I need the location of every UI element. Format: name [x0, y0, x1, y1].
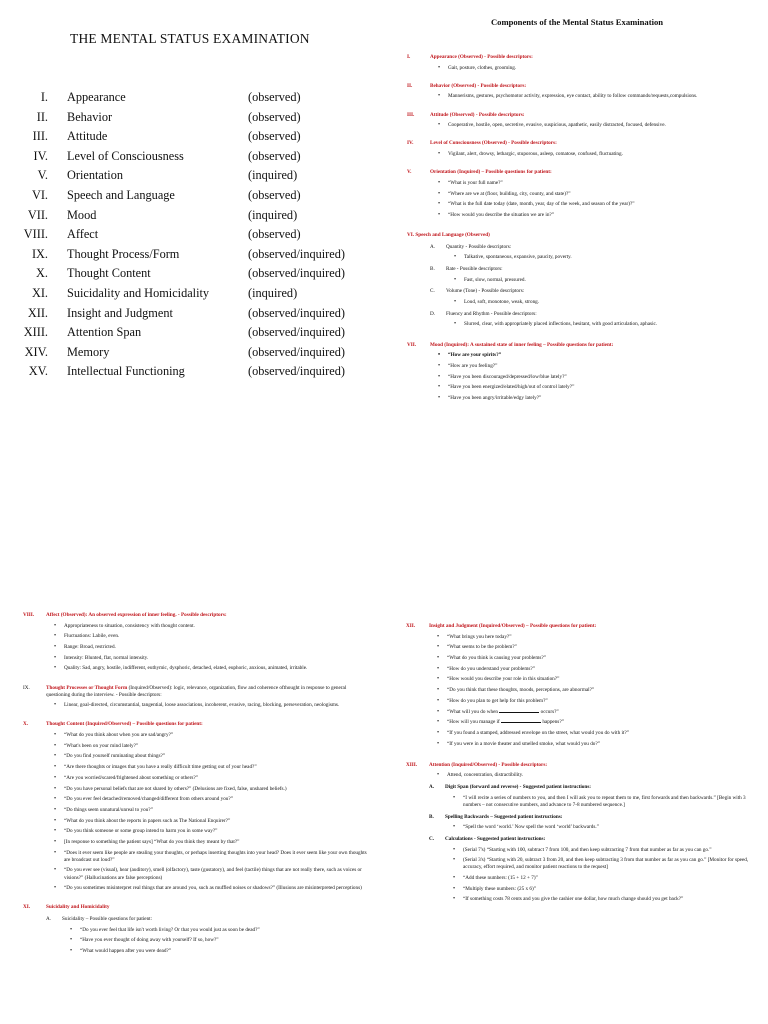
item-label: Appearance [67, 90, 126, 104]
subsection-label: C. Calculations - Suggested patient instructions: [429, 835, 546, 842]
list-item: • “What seems to be the problem?” [437, 644, 751, 651]
section-heading: IV. Level of Consciousness (Observed) - Possible descriptors: [407, 140, 557, 147]
list-item: • “What do you think about when you are sad/angry?” [54, 732, 368, 739]
section-heading: XI. Suicidality and Homicidality [23, 904, 110, 911]
list-item: • “Are there thoughts or images that you have a really difficult time getting out of your head?” [54, 764, 368, 771]
list-item [14, 286, 384, 306]
list-item: • “How are your spirits?” [438, 352, 752, 359]
list-item [14, 247, 384, 267]
page-sections-12-13 [406, 623, 751, 904]
item-type: (observed) [248, 90, 301, 104]
item-number: XIV. [24, 344, 48, 359]
list-item: • [In response to something the patient says] “What do you think they meant by that?” [54, 839, 368, 846]
list-item: • “Do you ever feel that life isn't worth living? Or that you would just as soon be dead?” [70, 927, 368, 934]
list-item: • (Serial 3's) “Starting with 20, subtract 3 from 20, and then keep subtracting 3 from that number as far as you can go.” [Monitor for speed, accuracy, effort required, and monitor patient reactions to the request] [453, 857, 751, 871]
section-heading: II. Behavior (Observed) - Possible descriptors: [407, 82, 527, 89]
list-item [14, 188, 384, 208]
list-item: • “How do you plan to get help for this problem?” [437, 698, 751, 705]
list-item: • “Spell the word ‘world.’ Now spell the word ‘world’ backwards.” [453, 824, 751, 831]
list-item: • “Have you ever thought of doing away with yourself? If so, how?” [70, 937, 368, 944]
list-item [14, 266, 384, 286]
item-type: (observed) [248, 187, 301, 202]
list-item: • “Have you been discouraged/depressed/low/blue lately?” [438, 374, 752, 381]
list-item: • Linear, goal-directed, circumstantial, tangential, loose associations, incoherent, evasive, racing, blocking, perseveration, neologisms. [54, 702, 368, 709]
item-number: XII. [27, 305, 48, 320]
list-item: • (Serial 7's) “Starting with 100, subtract 7 from 100, and then keep subtracting 7 from that number as far as you can go.” [453, 847, 751, 854]
list-item: • “How do you understand your problems?” [437, 666, 751, 673]
list-item: • “How will you manage if happens?” [437, 719, 751, 726]
item-type: (inquired) [248, 285, 298, 300]
item-number: VIII. [23, 227, 48, 242]
subsection-label: B. Spelling Backwards – Suggested patient instructions: [429, 813, 563, 820]
item-type: (observed) [248, 109, 301, 124]
list-item: • “Are you worried/scared/frightened about something or others?” [54, 775, 368, 782]
list-item [14, 129, 384, 149]
list-item: • “What is your full name?” [438, 180, 752, 187]
item-number: VII. [27, 207, 48, 222]
item-number: III. [32, 129, 48, 144]
list-item [14, 208, 384, 228]
list-item: • “Do you ever see (visual), hear (auditory), smell (olfactory), taste (gustatory), and feel (tactile) things that are not really there, such as voices or visions?” (Hallucinations are false perceptions) [54, 867, 368, 881]
list-item [14, 227, 384, 247]
list-item: • Vigilant, alert, drowsy, lethargic, stuporous, asleep, comatose, confused, fluctuating. [438, 151, 752, 158]
item-type: (observed) [248, 227, 301, 242]
list-item: • “What would happen after you were dead?” [70, 948, 368, 955]
section-heading: IX. Thought Processes or Thought Form (Inquired/Observed): logic, relevance, organization, flow and coherence ofthought in response to general questioning during the interview. - Possible descriptors: [23, 684, 347, 698]
subsection-label: B. Rate - Possible descriptors: [430, 266, 503, 273]
item-number: V. [37, 168, 48, 183]
list-item: • “Where are we at (floor, building, city, county, and state)?” [438, 191, 752, 198]
fill-blank [501, 719, 541, 723]
list-item [14, 168, 384, 188]
list-item: • Range: Broad, restricted. [54, 644, 368, 651]
fill-blank [499, 709, 539, 713]
item-number: XI. [31, 285, 48, 300]
item-label: Intellectual Functioning [67, 364, 185, 379]
list-item: • “Add these numbers: (15 + 12 + 7)” [453, 875, 751, 882]
item-type: (observed/inquired) [248, 305, 345, 320]
item-number: IX. [31, 246, 48, 261]
list-item: • Fast, slow, normal, pressured. [454, 277, 752, 284]
item-label: Thought Content [67, 266, 151, 281]
list-item: • “What is the full date today (date, month, year, day of the week, and season of the year)?” [438, 201, 752, 208]
section-heading: VIII. Affect (Observed): An observed expression of inner feeling. - Possible descriptors: [23, 612, 227, 618]
list-item: • Loud, soft, monotone, weak, strong. [454, 299, 752, 306]
item-type: (observed/inquired) [248, 246, 345, 261]
item-number: IV. [33, 148, 48, 163]
list-item [14, 90, 384, 110]
list-item: • Attend, concentration, distractibility. [437, 772, 751, 779]
section-heading: VII. Mood (Inquired): A sustained state of inner feeling – Possible questions for patient: [407, 341, 614, 348]
item-number: XIII. [23, 325, 48, 340]
list-item [14, 110, 384, 130]
item-type: (observed) [248, 129, 301, 144]
list-item: • “What's been on your mind lately?” [54, 743, 368, 750]
list-item [14, 306, 384, 326]
list-item: • “If something costs 78 cents and you give the cashier one dollar, how much change should you get back?” [453, 896, 751, 903]
item-type: (observed) [248, 148, 301, 163]
list-item: • “Do you ever feel detached/removed/changed/different from others around you?” [54, 796, 368, 803]
item-label: Thought Process/Form [67, 246, 180, 261]
list-item: • “Do you think that these thoughts, moods, perceptions, are abnormal?” [437, 687, 751, 694]
item-type: (observed/inquired) [248, 344, 345, 359]
item-label: Suicidality and Homicidality [67, 285, 210, 300]
list-item: • “Have you been energized/elated/high/out of control lately?” [438, 384, 752, 391]
list-item: • “Do you think someone or some group intend to harm you in some way?” [54, 828, 368, 835]
list-item: • “How are you feeling?” [438, 363, 752, 370]
list-item: • “Does it ever seem like people are stealing your thoughts, or perhaps inserting thoughts into your head? Does it ever seem like your own thoughts are broadcast out loud?” [54, 850, 368, 864]
section-heading: XII. Insight and Judgment (Inquired/Observed) – Possible questions for patient: [406, 623, 597, 629]
list-item: • “What brings you here today?” [437, 634, 751, 641]
item-type: (inquired) [248, 168, 298, 183]
list-item: • Mannerisms, gestures, psychomotor activity, expression, eye contact, ability to follow commands/requests,compulsions. [438, 93, 752, 100]
section-heading: I. Appearance (Observed) - Possible descriptors: [407, 54, 533, 60]
item-label: Attention Span [67, 325, 142, 340]
subsection-label: D. Fluency and Rhythm - Possible descriptors: [430, 310, 537, 317]
item-label: Insight and Judgment [67, 305, 173, 320]
section-heading: X. Thought Content (Inquired/Observed) – Possible questions for patient: [23, 721, 203, 728]
list-item: • Cooperative, hostile, open, secretive, evasive, suspicious, apathetic, easily distracted, focused, defensive. [438, 122, 752, 129]
list-item: • “What do you think about the reports in papers such as The National Enquirer?” [54, 818, 368, 825]
list-item: • Fluctuations: Labile, even. [54, 633, 368, 640]
list-item: • “What will you do when occurs?” [437, 709, 751, 716]
item-label: Memory [67, 344, 110, 359]
list-item: • “If you found a stamped, addressed envelope on the street, what would you do with it?” [437, 730, 751, 737]
item-label: Behavior [67, 109, 113, 124]
list-item: • “Have you been angry/irritable/edgy lately?” [438, 395, 752, 402]
page-outline [0, 0, 384, 600]
subsection-label: A. Quantity - Possible descriptors: [430, 243, 512, 250]
page-title: Components of the Mental Status Examination [490, 17, 664, 27]
item-type: (inquired) [248, 207, 298, 222]
list-item: • “If you were in a movie theater and smelled smoke, what would you do?” [437, 741, 751, 748]
item-number: VI. [31, 187, 48, 202]
list-item: • “How would you describe your role in this situation?” [437, 676, 751, 683]
list-item [14, 149, 384, 169]
list-item: • “Do you have personal beliefs that are not shared by others?” (Delusions are fixed, false, unshared beliefs.) [54, 786, 368, 793]
list-item: • Quality: Sad, angry, hostile, indifferent, euthymic, dysphoric, detached, elated, euphoric, anxious, animated, irritable. [54, 665, 368, 672]
item-type: (observed/inquired) [248, 364, 345, 379]
list-item [14, 364, 384, 384]
item-type: (observed/inquired) [248, 266, 345, 281]
section-heading: XIII. Attention (Inquired/Observed) - Possible descriptors: [406, 761, 548, 768]
item-label: Orientation [67, 168, 124, 183]
item-type: (observed/inquired) [248, 325, 345, 340]
subsection-label: A. Suicidality – Possible questions for patient: [46, 916, 153, 922]
page-sections-8-11 [23, 612, 368, 955]
list-item: • “I will recite a series of numbers to you, and then I will ask you to repeat them to me, first forwards and then backwards.” [Begin with 3 numbers – not consecutive numbers, and advance to 7-8 numbered sequence.] [453, 795, 751, 809]
subsection-label: A. Digit Span (forward and reverse) - Suggested patient instructions: [429, 784, 592, 791]
list-item [14, 325, 384, 345]
section-heading: V. Orientation (Inquired) – Possible questions for patient: [407, 169, 552, 176]
list-item: • Slurred, clear, with appropriately placed inflections, hesitant, with good articulation, aphasic. [454, 321, 752, 328]
list-item: • Talkative, spontaneous, expansive, paucity, poverty. [454, 254, 752, 261]
item-number: X. [36, 266, 48, 281]
list-item: • Intensity: Blunted, flat, normal intensity. [54, 655, 368, 662]
item-label: Speech and Language [67, 187, 175, 202]
section-heading: VI. Speech and Language (Observed) [407, 231, 490, 238]
list-item: • Gait, posture, clothes, grooming. [438, 65, 752, 72]
item-number: II. [36, 109, 48, 124]
subsection-label: C. Volume (Tone) - Possible descriptors: [430, 288, 525, 295]
list-item: • Appropriateness to situation, consistency with thought content. [54, 623, 368, 630]
item-label: Affect [67, 227, 99, 242]
list-item: • “Multiply these numbers: (25 x 6)” [453, 886, 751, 893]
page-title: THE MENTAL STATUS EXAMINATION [70, 31, 310, 46]
section-list [14, 90, 384, 384]
list-item: • “Do you sometimes misinterpret real things that are around you, such as muffled noises or shadows?” (Illusions are misinterpreted perceptions) [54, 885, 368, 892]
list-item: • “Do you find yourself ruminating about things?” [54, 753, 368, 760]
list-item [14, 345, 384, 365]
item-number: XV. [28, 364, 48, 379]
list-item: • “What do you think is causing your problems?” [437, 655, 751, 662]
item-label: Level of Consciousness [67, 148, 184, 163]
list-item: • “How would you describe the situation we are in?” [438, 212, 752, 219]
item-label: Attitude [67, 129, 108, 144]
item-label: Mood [67, 207, 97, 222]
section-heading: III. Attitude (Observed) - Possible descriptors: [407, 111, 525, 118]
page-components [407, 54, 752, 402]
list-item: • “Do things seem unnatural/unreal to you?” [54, 807, 368, 814]
item-number: I. [40, 90, 48, 104]
